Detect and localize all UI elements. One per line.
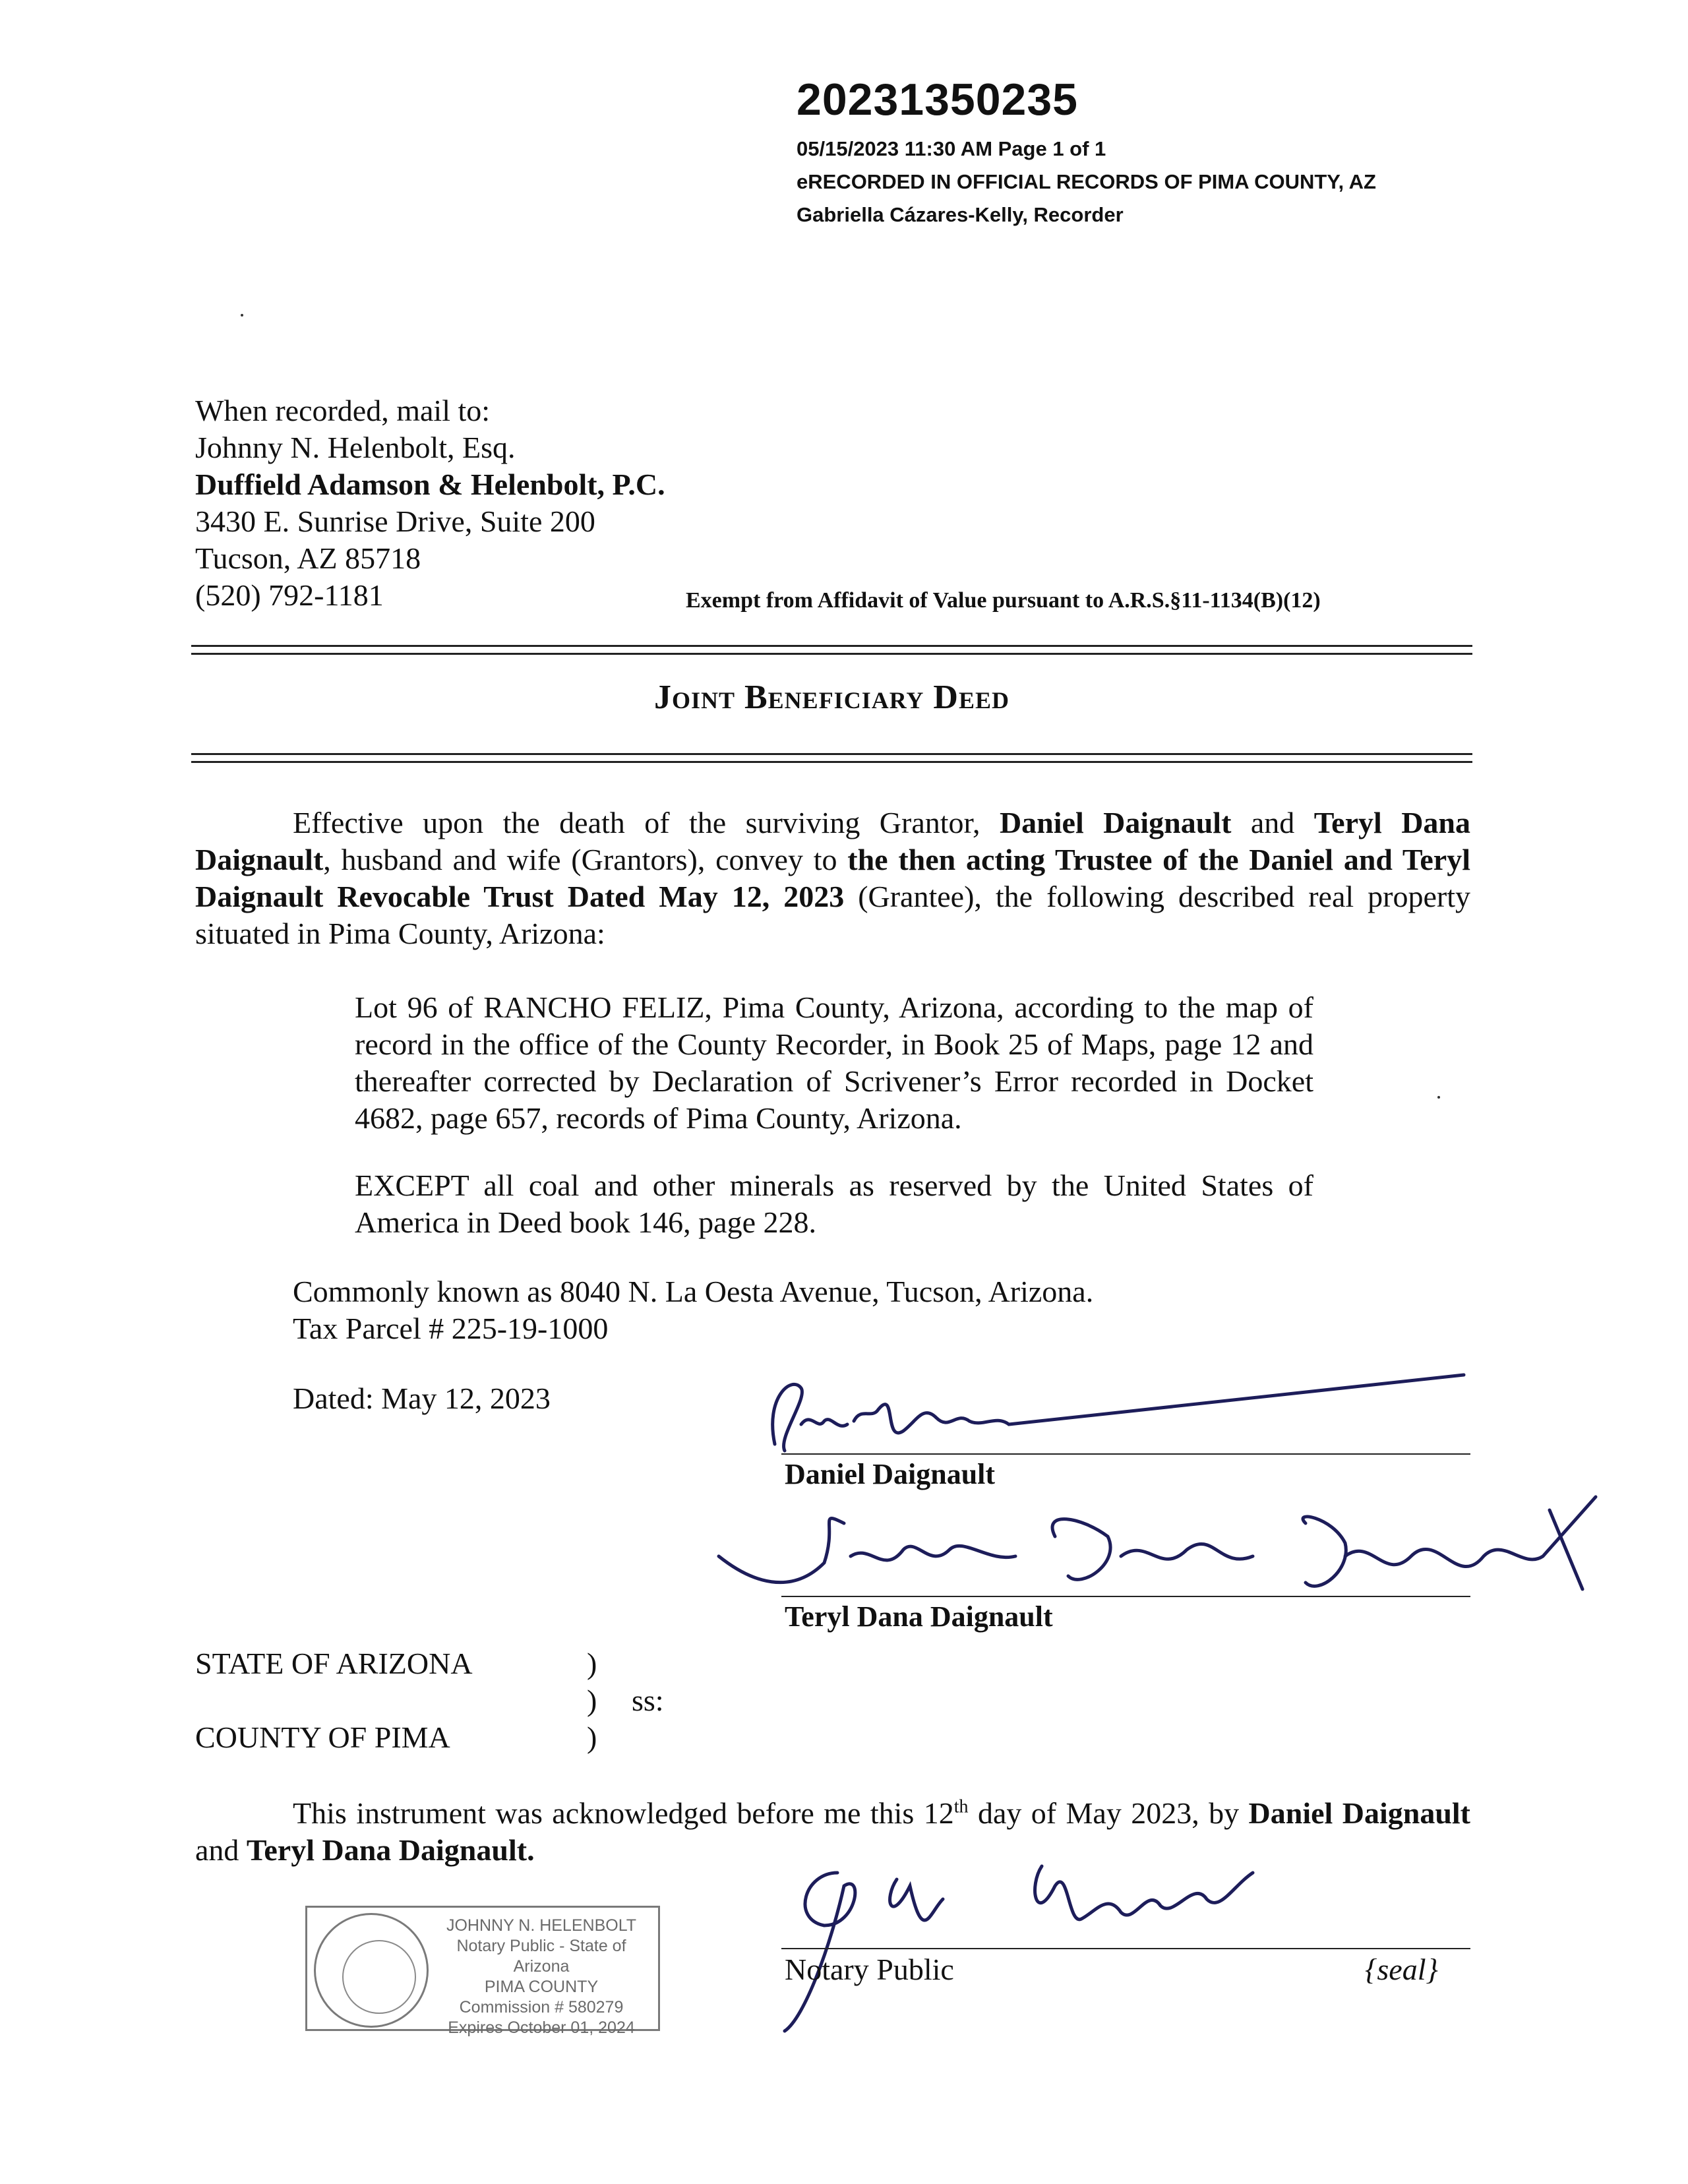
mail-to-phone: (520) 792-1181 [195, 578, 384, 612]
venue-ss: ss: [632, 1684, 664, 1717]
commonly-known: Commonly known as 8040 N. La Oesta Avenue, Tucson, Arizona. [293, 1275, 1094, 1308]
conveyance-text-1: Effective upon the death of the surviving Grantor, [293, 806, 1000, 839]
mail-to-city: Tucson, AZ 85718 [195, 541, 421, 575]
stamp-line-2: Notary Public - State of Arizona [456, 1937, 626, 1976]
signature-line-2 [781, 1596, 1470, 1597]
notary-stamp [305, 1906, 660, 2037]
recording-number: 20231350235 [797, 75, 1079, 125]
document-title: Joint Beneficiary Deed [653, 679, 1010, 716]
title-rule-bottom-2 [191, 761, 1472, 763]
mail-to-firm: Duffield Adamson & Helenbolt, P.C. [195, 468, 665, 501]
venue-paren-1: ) [587, 1647, 597, 1680]
stamp-line-3: PIMA COUNTY [484, 1978, 599, 1996]
signer-1-name: Daniel Daignault [785, 1458, 996, 1490]
mail-to-street: 3430 E. Sunrise Drive, Suite 200 [195, 504, 595, 538]
grantor-1: Daniel Daignault [999, 806, 1232, 839]
stamp-line-4: Commission # 580279 [459, 1998, 624, 2017]
ack-name-1: Daniel Daignault [1248, 1796, 1471, 1830]
title-rule-top-1 [191, 645, 1472, 647]
conveyance-text-3: (Grantee), the following described real property situated in Pima County, Arizona: [195, 880, 1470, 950]
state-seal-icon [314, 1913, 429, 2028]
stamp-line-5: Expires October 01, 2024 [448, 2018, 635, 2037]
ack-sup: th [953, 1796, 969, 1817]
signer-2-name: Teryl Dana Daignault [785, 1600, 1053, 1633]
recorder-name: Gabriella Cázares-Kelly, Recorder [797, 203, 1124, 226]
mail-to-attorney: Johnny N. Helenbolt, Esq. [195, 431, 516, 464]
dated: Dated: May 12, 2023 [293, 1381, 551, 1415]
recording-office: eRECORDED IN OFFICIAL RECORDS OF PIMA COUNTY, AZ [797, 170, 1376, 193]
notary-signature [765, 1846, 1358, 2044]
notary-label: Notary Public [785, 1953, 954, 1986]
grantee: the then acting Trustee of the Daniel and Teryl Daignault Revocable Trust Dated May 12, 2023 [195, 843, 1470, 913]
title-rule-top-2 [191, 653, 1472, 655]
stamp-line-1: JOHNNY N. HELENBOLT [446, 1916, 637, 1935]
mail-to-heading: When recorded, mail to: [195, 394, 491, 427]
signature-line-1 [781, 1453, 1470, 1455]
conveyance-paragraph [195, 804, 1470, 952]
stray-mark [241, 314, 243, 317]
venue-paren-2: ) [587, 1684, 597, 1717]
conveyance-and: and [1231, 806, 1314, 839]
venue-paren-3: ) [587, 1720, 597, 1754]
stray-mark-2 [1437, 1096, 1440, 1099]
recording-datetime: 05/15/2023 11:30 AM Page 1 of 1 [797, 137, 1106, 160]
legal-description: Lot 96 of RANCHO FELIZ, Pima County, Arizona, according to the map of record in the office of the County Recorder, in Book 25 of Maps, page 12 and thereafter corrected by Declaration of Scrivener’s Error recorded in Docket 4682, page 657, records of Pima County, Arizona. [355, 990, 1313, 1135]
ack-text-2: day of May 2023, by [968, 1796, 1249, 1830]
grantor-2: Teryl Dana Daignault [195, 806, 1471, 876]
mineral-exception: EXCEPT all coal and other minerals as reserved by the United States of America in Deed book 146, page 228. [355, 1168, 1313, 1239]
venue-state: STATE OF ARIZONA [195, 1647, 473, 1680]
seal-label: {seal} [1365, 1953, 1438, 1986]
ack-text-1: This instrument was acknowledged before me this 12 [293, 1796, 954, 1830]
conveyance-text-2: , husband and wife (Grantors), convey to [323, 843, 848, 876]
ack-and: and [195, 1833, 247, 1867]
tax-parcel: Tax Parcel # 225-19-1000 [293, 1312, 609, 1345]
ack-name-2: Teryl Dana Daignault. [246, 1833, 535, 1867]
venue-county: COUNTY OF PIMA [195, 1720, 450, 1754]
exempt-note: Exempt from Affidavit of Value pursuant to A.R.S.§11-1134(B)(12) [686, 588, 1321, 613]
notary-signature-line [781, 1948, 1470, 1949]
title-rule-bottom-1 [191, 753, 1472, 755]
